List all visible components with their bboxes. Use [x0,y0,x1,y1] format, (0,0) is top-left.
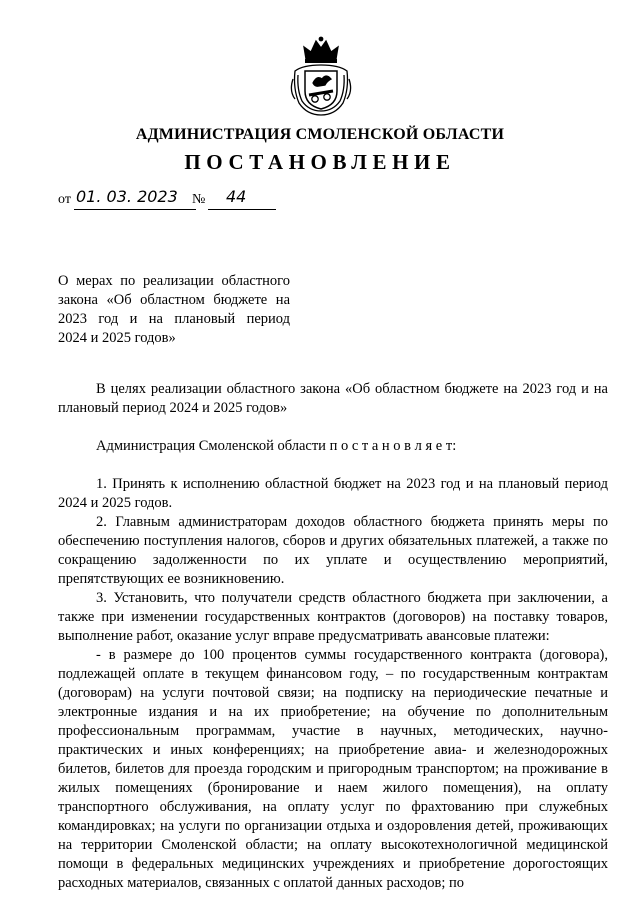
number-label: № [192,192,206,207]
subject-line: О мерах по реализации областного [58,273,290,289]
paragraph-3-item-1: - в размере до 100 процентов суммы государственного контракта (договора), подлежащей оплате в текущем финансовом году, – по государственным контрактам (договорам) на услуги почтовой связи; на подписку на периодические печатные и электронные издания и на их приобретение; на обучение по дополнительным профессиональным программам, участие в научных, методических, научно-практических и иных конференциях; на приобретение авиа- и железнодорожных билетов, билетов для проезда городским и пригородным транспортом; на проживание в жилых помещениях (бронирование и наем жилого помещения), на оплату транспортного обслуживания, на оплату услуг по фрахтованию при служебных командировках; на услуги по организации отдыха и оздоровления детей, проживающих на территории Смоленской области; на оплату высокотехнологичной медицинской помощи в федеральных медицинских учреждениях и приобретение дорогостоящих расходных материалов, связанных с оплатой данных расходов; по [58,647,608,891]
document-subject [58,272,290,348]
subject-line: закона «Об областном бюджете на [58,292,290,308]
subject-line: 2023 год и на плановый период [58,311,290,327]
paragraph-3: 3. Установить, что получатели средств областного бюджета при заключении, а также при изменении государственных контрактов (договоров) на поставку товаров, выполнение работ, оказание услуг вправе предусматривать авансовые платежи: [58,590,608,644]
paragraph-1: 1. Принять к исполнению областной бюджет на 2023 год и на плановый период 2024 и 2025 годов. [58,476,608,511]
paragraph-2: 2. Главным администраторам доходов областного бюджета принять меры по обеспечению поступления налогов, сборов и других обязательных платежей, а также по сокращению задолженности по их уплате и осуществлению мероприятий, препятствующих ее возникновению. [58,514,608,587]
date-from-label: от [58,192,71,207]
coat-of-arms-icon [289,35,353,117]
handwritten-number: 44 [226,187,247,206]
date-underline [74,209,196,210]
preamble-paragraph: В целях реализации областного закона «Об областном бюджете на 2023 год и на плановый период 2024 и 2025 годов» [58,381,608,416]
handwritten-date: 01. 03. 2023 [76,187,178,206]
organization-title: АДМИНИСТРАЦИЯ СМОЛЕНСКОЙ ОБЛАСТИ [135,126,505,143]
document-type-title: ПОСТАНОВЛЕНИЕ [184,150,456,174]
decree-paragraph: Администрация Смоленской области п о с т а н о в л я е т: [96,438,457,454]
document-body [58,380,608,893]
number-underline [208,209,276,210]
subject-line: 2024 и 2025 годов» [58,330,176,346]
